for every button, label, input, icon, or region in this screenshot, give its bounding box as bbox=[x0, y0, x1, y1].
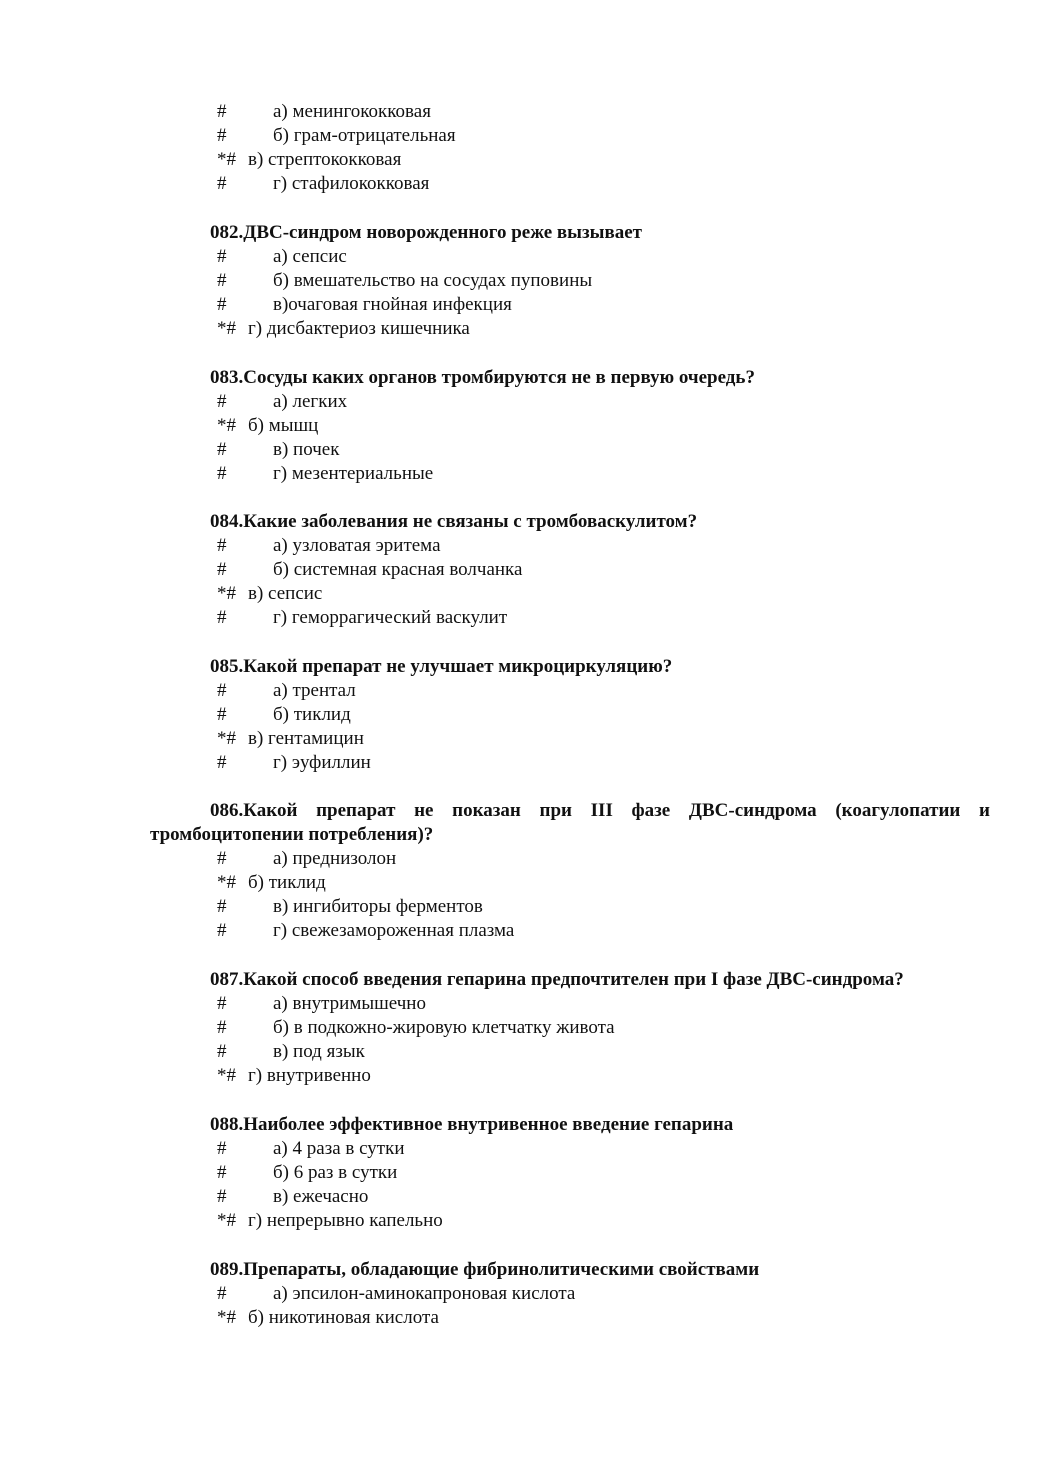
option-marker: # bbox=[217, 1162, 227, 1183]
option-marker: # bbox=[217, 101, 227, 122]
option-text: в) гентамицин bbox=[248, 728, 364, 749]
option-marker: # bbox=[217, 270, 227, 291]
option-marker: # bbox=[217, 173, 227, 194]
option-marker: # bbox=[217, 848, 227, 869]
option-marker: # bbox=[217, 1017, 227, 1038]
option-text: б) системная красная волчанка bbox=[273, 559, 523, 580]
option-text: б) вмешательство на сосудах пуповины bbox=[273, 270, 593, 291]
option-marker: # bbox=[217, 896, 227, 917]
option-marker: # bbox=[217, 993, 227, 1014]
option-marker: # bbox=[217, 294, 227, 315]
option-marker: *# bbox=[217, 1307, 236, 1328]
question-083-title: 083.Сосуды каких органов тромбируются не в первую очередь? bbox=[210, 367, 755, 388]
question-089-title: 089.Препараты, обладающие фибринолитическими свойствами bbox=[210, 1259, 760, 1280]
option-marker: *# bbox=[217, 1210, 236, 1231]
option-marker: *# bbox=[217, 1065, 236, 1086]
option-text: в) сепсис bbox=[248, 583, 323, 604]
question-082-title: 082.ДВС-синдром новорожденного реже вызывает bbox=[210, 222, 642, 243]
option-text: а) сепсис bbox=[273, 246, 347, 267]
option-text: в) под язык bbox=[273, 1041, 365, 1062]
option-marker: # bbox=[217, 680, 227, 701]
option-text: б) в подкожно-жировую клетчатку живота bbox=[273, 1017, 615, 1038]
option-marker: # bbox=[217, 559, 227, 580]
option-text: а) эпсилон-аминокапроновая кислота bbox=[273, 1283, 576, 1304]
option-marker: # bbox=[217, 607, 227, 628]
question-087-title: 087.Какой способ введения гепарина предпочтителен при I фазе ДВС-синдрома? bbox=[210, 969, 904, 990]
option-marker: # bbox=[217, 535, 227, 556]
option-text: а) легких bbox=[273, 391, 348, 412]
option-text: г) свежезамороженная плазма bbox=[273, 920, 515, 941]
option-text: в) ингибиторы ферментов bbox=[273, 896, 483, 917]
option-marker: # bbox=[217, 125, 227, 146]
option-marker: # bbox=[217, 752, 227, 773]
option-text: а) менингококковая bbox=[273, 101, 431, 122]
option-marker: # bbox=[217, 920, 227, 941]
option-text: г) стафилококковая bbox=[273, 173, 430, 194]
option-marker: *# bbox=[217, 583, 236, 604]
option-marker: *# bbox=[217, 872, 236, 893]
option-marker: *# bbox=[217, 728, 236, 749]
option-text: а) трентал bbox=[273, 680, 356, 701]
option-text: б) тиклид bbox=[248, 872, 326, 893]
option-marker: # bbox=[217, 463, 227, 484]
option-text: а) 4 раза в сутки bbox=[273, 1138, 405, 1159]
option-text: а) преднизолон bbox=[273, 848, 397, 869]
option-text: г) геморрагический васкулит bbox=[273, 607, 508, 628]
question-085-title: 085.Какой препарат не улучшает микроциркуляцию? bbox=[210, 656, 673, 677]
option-marker: # bbox=[217, 1041, 227, 1062]
option-marker: # bbox=[217, 704, 227, 725]
option-marker: *# bbox=[217, 149, 236, 170]
option-marker: # bbox=[217, 439, 227, 460]
option-marker: # bbox=[217, 246, 227, 267]
option-text: б) никотиновая кислота bbox=[248, 1307, 439, 1328]
option-text: в)очаговая гнойная инфекция bbox=[273, 294, 512, 315]
option-marker: # bbox=[217, 1283, 227, 1304]
option-text: б) 6 раз в сутки bbox=[273, 1162, 398, 1183]
option-text: а) узловатая эритема bbox=[273, 535, 441, 556]
option-text: г) дисбактериоз кишечника bbox=[248, 318, 470, 339]
option-text: г) внутривенно bbox=[248, 1065, 371, 1086]
option-text: г) мезентериальные bbox=[273, 463, 434, 484]
option-text: а) внутримышечно bbox=[273, 993, 426, 1014]
option-marker: # bbox=[217, 1138, 227, 1159]
option-marker: *# bbox=[217, 318, 236, 339]
option-text: б) грам-отрицательная bbox=[273, 125, 456, 146]
option-marker: *# bbox=[217, 415, 236, 436]
question-084-title: 084.Какие заболевания не связаны с тромбоваскулитом? bbox=[210, 511, 698, 532]
option-text: г) эуфиллин bbox=[273, 752, 371, 773]
option-marker: # bbox=[217, 391, 227, 412]
question-088-title: 088.Наиболее эффективное внутривенное введение гепарина bbox=[210, 1114, 734, 1135]
question-086-title: 086.Какой препарат не показан при III фазе ДВС-синдрома (коагулопатии и тромбоцитопении потребления)? bbox=[150, 800, 990, 845]
option-marker: # bbox=[217, 1186, 227, 1207]
option-text: б) тиклид bbox=[273, 704, 351, 725]
option-text: г) непрерывно капельно bbox=[248, 1210, 443, 1231]
option-text: в) стрептококковая bbox=[248, 149, 402, 170]
option-text: в) ежечасно bbox=[273, 1186, 369, 1207]
option-text: в) почек bbox=[273, 439, 340, 460]
option-text: б) мышц bbox=[248, 415, 319, 436]
